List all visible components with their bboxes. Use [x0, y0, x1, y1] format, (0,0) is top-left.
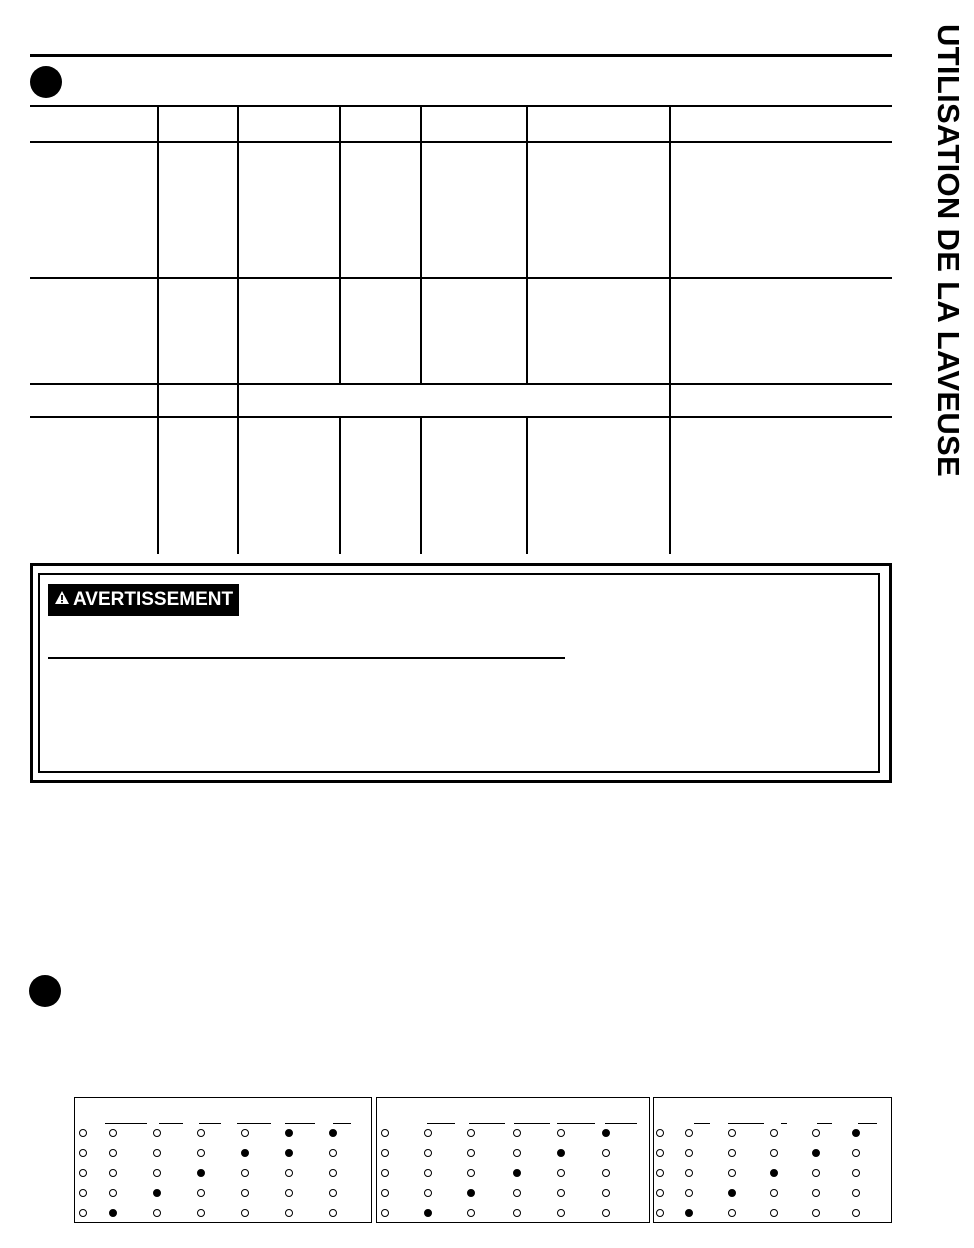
table-column-divider [669, 416, 671, 554]
table-column-divider [237, 105, 239, 554]
indicator-light-off [424, 1169, 432, 1177]
indicator-light-on [812, 1149, 820, 1157]
panel-header-rule [694, 1123, 710, 1124]
indicator-light-off [602, 1149, 610, 1157]
indicator-light-off [329, 1149, 337, 1157]
indicator-light-on [513, 1169, 521, 1177]
indicator-light-off [770, 1129, 778, 1137]
table-rule [30, 105, 892, 107]
indicator-light-on [557, 1149, 565, 1157]
indicator-light-off [329, 1209, 337, 1217]
indicator-light-on [329, 1129, 337, 1137]
indicator-light-off [79, 1189, 87, 1197]
indicator-light-off [381, 1149, 389, 1157]
indicator-light-on [728, 1189, 736, 1197]
indicator-light-off [109, 1129, 117, 1137]
indicator-light-off [153, 1129, 161, 1137]
indicator-light-off [79, 1209, 87, 1217]
table-column-divider [339, 416, 341, 554]
indicator-light-off [770, 1149, 778, 1157]
panel-header-rule [199, 1123, 221, 1124]
indicator-light-off [513, 1129, 521, 1137]
indicator-panel [653, 1097, 892, 1223]
indicator-panel [376, 1097, 650, 1223]
indicator-light-off [656, 1149, 664, 1157]
indicator-light-off [513, 1189, 521, 1197]
indicator-light-off [602, 1209, 610, 1217]
indicator-light-off [285, 1209, 293, 1217]
indicator-light-off [467, 1129, 475, 1137]
panel-header-rule [159, 1123, 183, 1124]
panel-header-rule [285, 1123, 315, 1124]
indicator-light-on [770, 1169, 778, 1177]
indicator-light-off [329, 1189, 337, 1197]
table-column-divider [157, 105, 159, 554]
indicator-light-off [557, 1189, 565, 1197]
side-title: UTILISATION DE LA LAVEUSE [931, 24, 966, 477]
indicator-light-off [197, 1149, 205, 1157]
panel-header-rule [514, 1123, 550, 1124]
indicator-light-on [685, 1209, 693, 1217]
indicator-light-off [852, 1209, 860, 1217]
indicator-light-off [557, 1169, 565, 1177]
indicator-light-off [685, 1149, 693, 1157]
indicator-light-on [467, 1189, 475, 1197]
indicator-light-on [153, 1189, 161, 1197]
indicator-light-on [285, 1129, 293, 1137]
indicator-light-on [852, 1129, 860, 1137]
indicator-light-off [79, 1149, 87, 1157]
warning-label-text: AVERTISSEMENT [73, 589, 234, 610]
section-marker [29, 975, 61, 1007]
indicator-light-off [285, 1169, 293, 1177]
indicator-light-off [557, 1129, 565, 1137]
indicator-light-off [467, 1209, 475, 1217]
indicator-light-off [770, 1189, 778, 1197]
indicator-light-off [728, 1149, 736, 1157]
indicator-light-off [153, 1149, 161, 1157]
indicator-light-off [424, 1129, 432, 1137]
indicator-light-off [656, 1189, 664, 1197]
indicator-light-off [656, 1169, 664, 1177]
panel-header-rule [728, 1123, 764, 1124]
indicator-light-on [285, 1149, 293, 1157]
table-column-divider [420, 416, 422, 554]
indicator-light-off [513, 1209, 521, 1217]
indicator-light-off [381, 1189, 389, 1197]
panel-header-rule [237, 1123, 271, 1124]
table-column-divider [526, 105, 528, 384]
indicator-light-off [241, 1209, 249, 1217]
indicator-panel [74, 1097, 372, 1223]
indicator-light-off [513, 1149, 521, 1157]
warning-triangle-icon [54, 584, 70, 616]
indicator-light-off [285, 1189, 293, 1197]
indicator-light-on [109, 1209, 117, 1217]
indicator-light-off [685, 1129, 693, 1137]
indicator-light-off [602, 1169, 610, 1177]
table-column-divider [526, 416, 528, 554]
indicator-light-on [602, 1129, 610, 1137]
indicator-light-off [241, 1129, 249, 1137]
indicator-light-off [381, 1129, 389, 1137]
table-rule [30, 383, 892, 385]
indicator-light-off [109, 1189, 117, 1197]
indicator-light-on [424, 1209, 432, 1217]
panel-header-rule [469, 1123, 505, 1124]
indicator-light-off [381, 1169, 389, 1177]
indicator-light-off [467, 1169, 475, 1177]
indicator-light-off [685, 1189, 693, 1197]
indicator-light-off [381, 1209, 389, 1217]
indicator-light-off [656, 1209, 664, 1217]
indicator-light-off [79, 1129, 87, 1137]
indicator-light-off [109, 1149, 117, 1157]
panel-header-rule [781, 1123, 787, 1124]
table-column-divider [339, 105, 341, 384]
indicator-light-off [656, 1129, 664, 1137]
indicator-light-off [424, 1149, 432, 1157]
panel-header-rule [105, 1123, 147, 1124]
table-rule [30, 141, 892, 143]
panel-header-rule [605, 1123, 637, 1124]
panel-header-rule [333, 1123, 351, 1124]
table-rule [30, 277, 892, 279]
indicator-light-off [197, 1189, 205, 1197]
table-column-divider [420, 105, 422, 384]
indicator-light-off [685, 1169, 693, 1177]
indicator-light-off [557, 1209, 565, 1217]
table-column-divider [669, 383, 671, 418]
indicator-light-off [812, 1189, 820, 1197]
indicator-light-off [812, 1129, 820, 1137]
indicator-light-off [153, 1209, 161, 1217]
indicator-light-off [812, 1209, 820, 1217]
section-marker [30, 66, 62, 98]
warning-underline [48, 657, 565, 659]
panel-header-rule [427, 1123, 455, 1124]
indicator-light-on [241, 1149, 249, 1157]
indicator-light-off [602, 1189, 610, 1197]
indicator-light-off [329, 1169, 337, 1177]
indicator-light-off [728, 1169, 736, 1177]
indicator-light-off [728, 1209, 736, 1217]
table-column-divider [669, 105, 671, 384]
indicator-light-off [728, 1129, 736, 1137]
panel-header-rule [858, 1123, 877, 1124]
indicator-light-off [241, 1189, 249, 1197]
warning-label [48, 584, 239, 616]
top-rule [30, 54, 892, 57]
indicator-light-off [852, 1189, 860, 1197]
indicator-light-off [79, 1169, 87, 1177]
table-rule [30, 416, 892, 418]
indicator-light-off [153, 1169, 161, 1177]
indicator-light-on [197, 1169, 205, 1177]
panel-header-rule [817, 1123, 832, 1124]
indicator-light-off [197, 1209, 205, 1217]
indicator-light-off [852, 1169, 860, 1177]
indicator-light-off [812, 1169, 820, 1177]
indicator-light-off [241, 1169, 249, 1177]
indicator-light-off [467, 1149, 475, 1157]
indicator-light-off [424, 1189, 432, 1197]
indicator-light-off [852, 1149, 860, 1157]
indicator-light-off [770, 1209, 778, 1217]
indicator-light-off [197, 1129, 205, 1137]
panel-header-rule [557, 1123, 595, 1124]
indicator-light-off [109, 1169, 117, 1177]
